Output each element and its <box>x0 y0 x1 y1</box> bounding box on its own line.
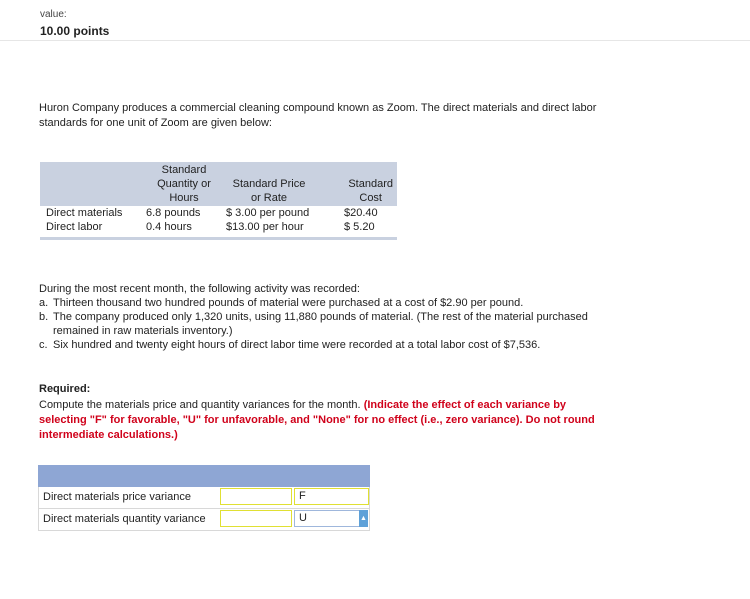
answer-row-label: Direct materials price variance <box>43 491 191 503</box>
activity-item-letter: c. <box>39 339 48 351</box>
activity-intro: During the most recent month, the following activity was recorded: <box>39 283 360 295</box>
answer-row-price-variance <box>38 487 370 509</box>
problem-intro: Huron Company produces a commercial cleaning compound known as Zoom. The direct materials and direct labor standards for one unit of Zoom are given below: <box>39 102 597 129</box>
standards-table <box>40 162 397 240</box>
answer-table <box>38 465 370 531</box>
header-cost-line1: Standard <box>348 178 393 190</box>
answer-row-quantity-variance <box>38 509 370 531</box>
row-labor-quantity: 0.4 hours <box>146 221 192 233</box>
row-labor-price: $13.00 per hour <box>226 221 304 233</box>
row-materials-label: Direct materials <box>46 207 123 219</box>
price-variance-effect-value: F <box>299 490 306 502</box>
answer-row-label: Direct materials quantity variance <box>43 513 206 525</box>
header-divider <box>0 40 750 41</box>
activity-item <box>39 338 599 352</box>
quantity-variance-input[interactable] <box>220 510 292 527</box>
row-labor-cost: $ 5.20 <box>344 221 375 233</box>
activity-item <box>39 310 599 338</box>
activity-item-letter: b. <box>39 311 49 323</box>
header-quantity-line3: Hours <box>169 192 199 204</box>
row-labor-label: Direct labor <box>46 221 103 233</box>
required-instruction: (Indicate the effect of each variance by selecting "F" for favorable, "U" for unfavorable, and "None" for no effect (i.e., zero variance). Do not round intermediate calculations.) <box>39 399 595 441</box>
header-quantity-line1: Standard <box>161 164 207 176</box>
value-label: value: <box>40 9 67 20</box>
header-price-line1: Standard Price <box>232 178 306 190</box>
header-price-line2: or Rate <box>250 192 288 204</box>
row-materials-cost: $20.40 <box>344 207 378 219</box>
standards-table-footer <box>40 237 397 240</box>
points-value: 10.00 points <box>40 24 110 38</box>
answer-table-header <box>38 465 370 487</box>
required-task: Compute the materials price and quantity variances for the month. <box>39 399 361 411</box>
activity-section <box>39 282 599 352</box>
row-materials-quantity: 6.8 pounds <box>146 207 201 219</box>
dropdown-arrow-icon[interactable]: ▲ <box>359 510 368 527</box>
required-title: Required: <box>39 383 91 395</box>
quantity-variance-effect-value: U <box>299 512 307 524</box>
quantity-variance-effect-select[interactable] <box>294 510 368 527</box>
row-materials-price: $ 3.00 per pound <box>226 207 310 219</box>
answer-table-right-border <box>369 487 370 531</box>
price-variance-effect-select[interactable] <box>294 488 369 505</box>
activity-item-text: The company produced only 1,320 units, using 11,880 pounds of material. (The rest of the material purchased remained in raw materials inventory.) <box>53 311 588 337</box>
required-text <box>39 398 609 443</box>
price-variance-input[interactable] <box>220 488 292 505</box>
answer-table-left-border <box>38 487 39 531</box>
activity-item-text: Thirteen thousand two hundred pounds of material were purchased at a cost of $2.90 per pound. <box>53 297 524 309</box>
header-quantity-line2: Quantity or <box>157 178 211 190</box>
header-cost-line2: Cost <box>359 192 382 204</box>
activity-item-text: Six hundred and twenty eight hours of direct labor time were recorded at a total labor cost of $7,536. <box>53 339 541 351</box>
activity-item <box>39 296 599 310</box>
activity-item-letter: a. <box>39 297 49 309</box>
